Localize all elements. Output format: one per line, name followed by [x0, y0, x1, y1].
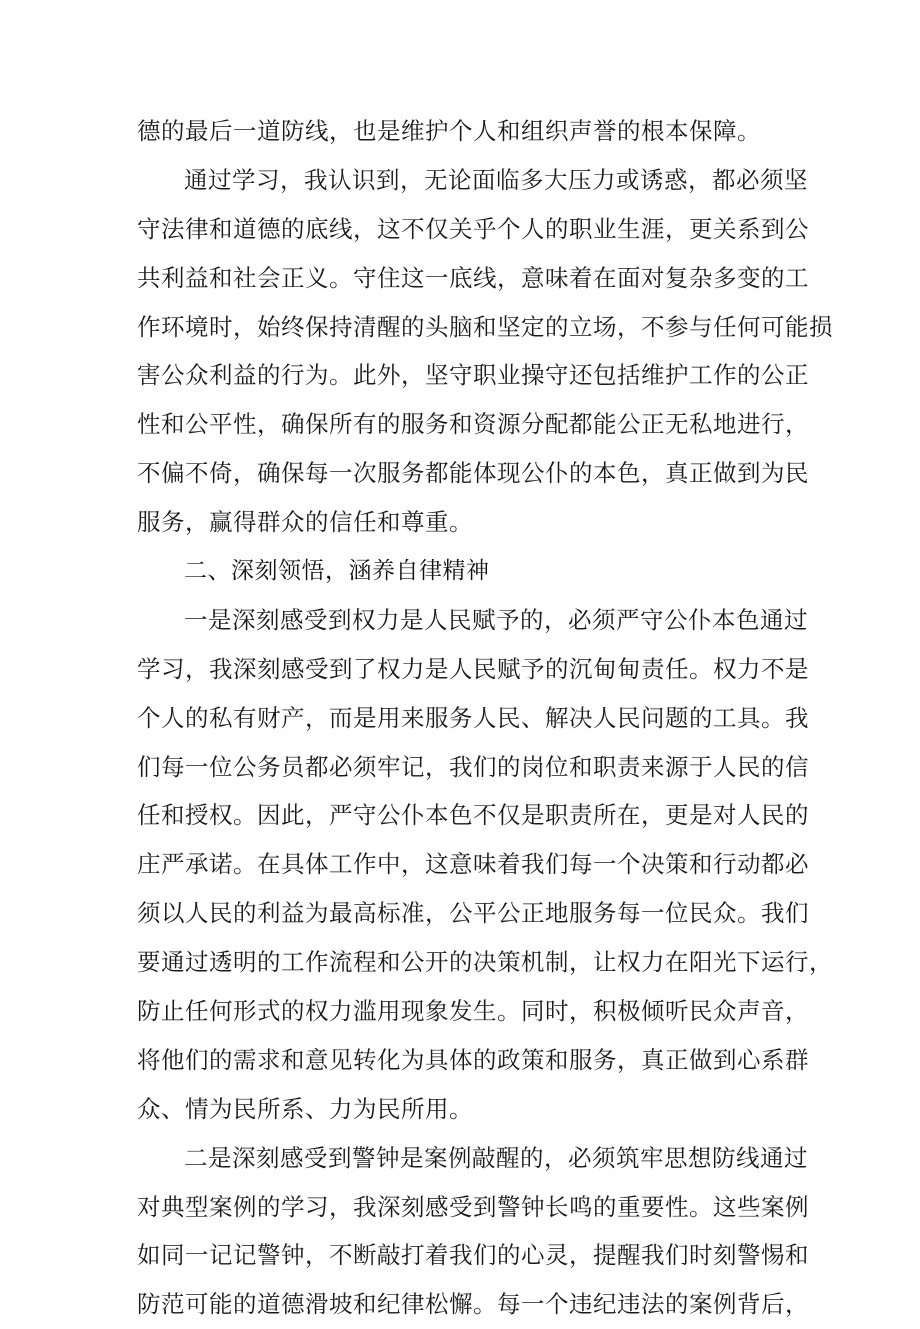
paragraph-line: 们每一位公务员都必须牢记，我们的岗位和职责来源于人民的信	[137, 752, 809, 781]
paragraph-line: 众、情为民所系、力为民所用。	[137, 1094, 473, 1123]
paragraph-line: 德的最后一道防线，也是维护个人和组织声誉的根本保障。	[137, 117, 761, 145]
paragraph-line: 如同一记记警钟，不断敲打着我们的心灵，提醒我们时刻警惕和	[137, 1241, 809, 1270]
paragraph-line: 守法律和道德的底线，这不仅关乎个人的职业生涯，更关系到公	[137, 214, 809, 243]
paragraph-line: 二是深刻感受到警钟是案例敲醒的，必须筑牢思想防线通过	[184, 1143, 808, 1172]
paragraph-line: 学习，我深刻感受到了权力是人民赋予的沉甸甸责任。权力不是	[137, 654, 809, 683]
paragraph-line: 性和公平性，确保所有的服务和资源分配都能公正无私地进行，	[137, 410, 809, 439]
paragraph-line: 任和授权。因此，严守公仆本色不仅是职责所在，更是对人民的	[137, 801, 809, 830]
paragraph-line: 个人的私有财产，而是用来服务人民、解决人民问题的工具。我	[137, 703, 809, 732]
section-heading: 二、深刻领悟，涵养自律精神	[184, 558, 490, 585]
paragraph-line: 防止任何形式的权力滥用现象发生。同时，积极倾听民众声音，	[137, 997, 809, 1026]
paragraph-line: 服务，赢得群众的信任和尊重。	[137, 508, 473, 537]
paragraph-line: 害公众利益的行为。此外，坚守职业操守还包括维护工作的公正	[137, 361, 809, 390]
paragraph-line: 须以人民的利益为最高标准，公平公正地服务每一位民众。我们	[137, 899, 809, 928]
paragraph-line: 通过学习，我认识到，无论面临多大压力或诱惑，都必须坚	[184, 165, 808, 194]
paragraph-line: 将他们的需求和意见转化为具体的政策和服务，真正做到心系群	[137, 1045, 809, 1074]
paragraph-line: 不偏不倚，确保每一次服务都能体现公仆的本色，真正做到为民	[137, 459, 809, 488]
document-body	[137, 107, 833, 1329]
paragraph-line: 庄严承诺。在具体工作中，这意味着我们每一个决策和行动都必	[137, 850, 809, 879]
paragraph-line: 共利益和社会正义。守住这一底线，意味着在面对复杂多变的工	[137, 263, 809, 292]
paragraph-line: 对典型案例的学习，我深刻感受到警钟长鸣的重要性。这些案例	[137, 1192, 809, 1221]
paragraph-line: 一是深刻感受到权力是人民赋予的，必须严守公仆本色通过	[184, 605, 808, 634]
paragraph-line: 防范可能的道德滑坡和纪律松懈。每一个违纪违法的案例背后，	[137, 1290, 809, 1319]
paragraph-line: 要通过透明的工作流程和公开的决策机制，让权力在阳光下运行，	[137, 948, 833, 977]
paragraph-line: 作环境时，始终保持清醒的头脑和坚定的立场，不参与任何可能损	[137, 312, 833, 341]
